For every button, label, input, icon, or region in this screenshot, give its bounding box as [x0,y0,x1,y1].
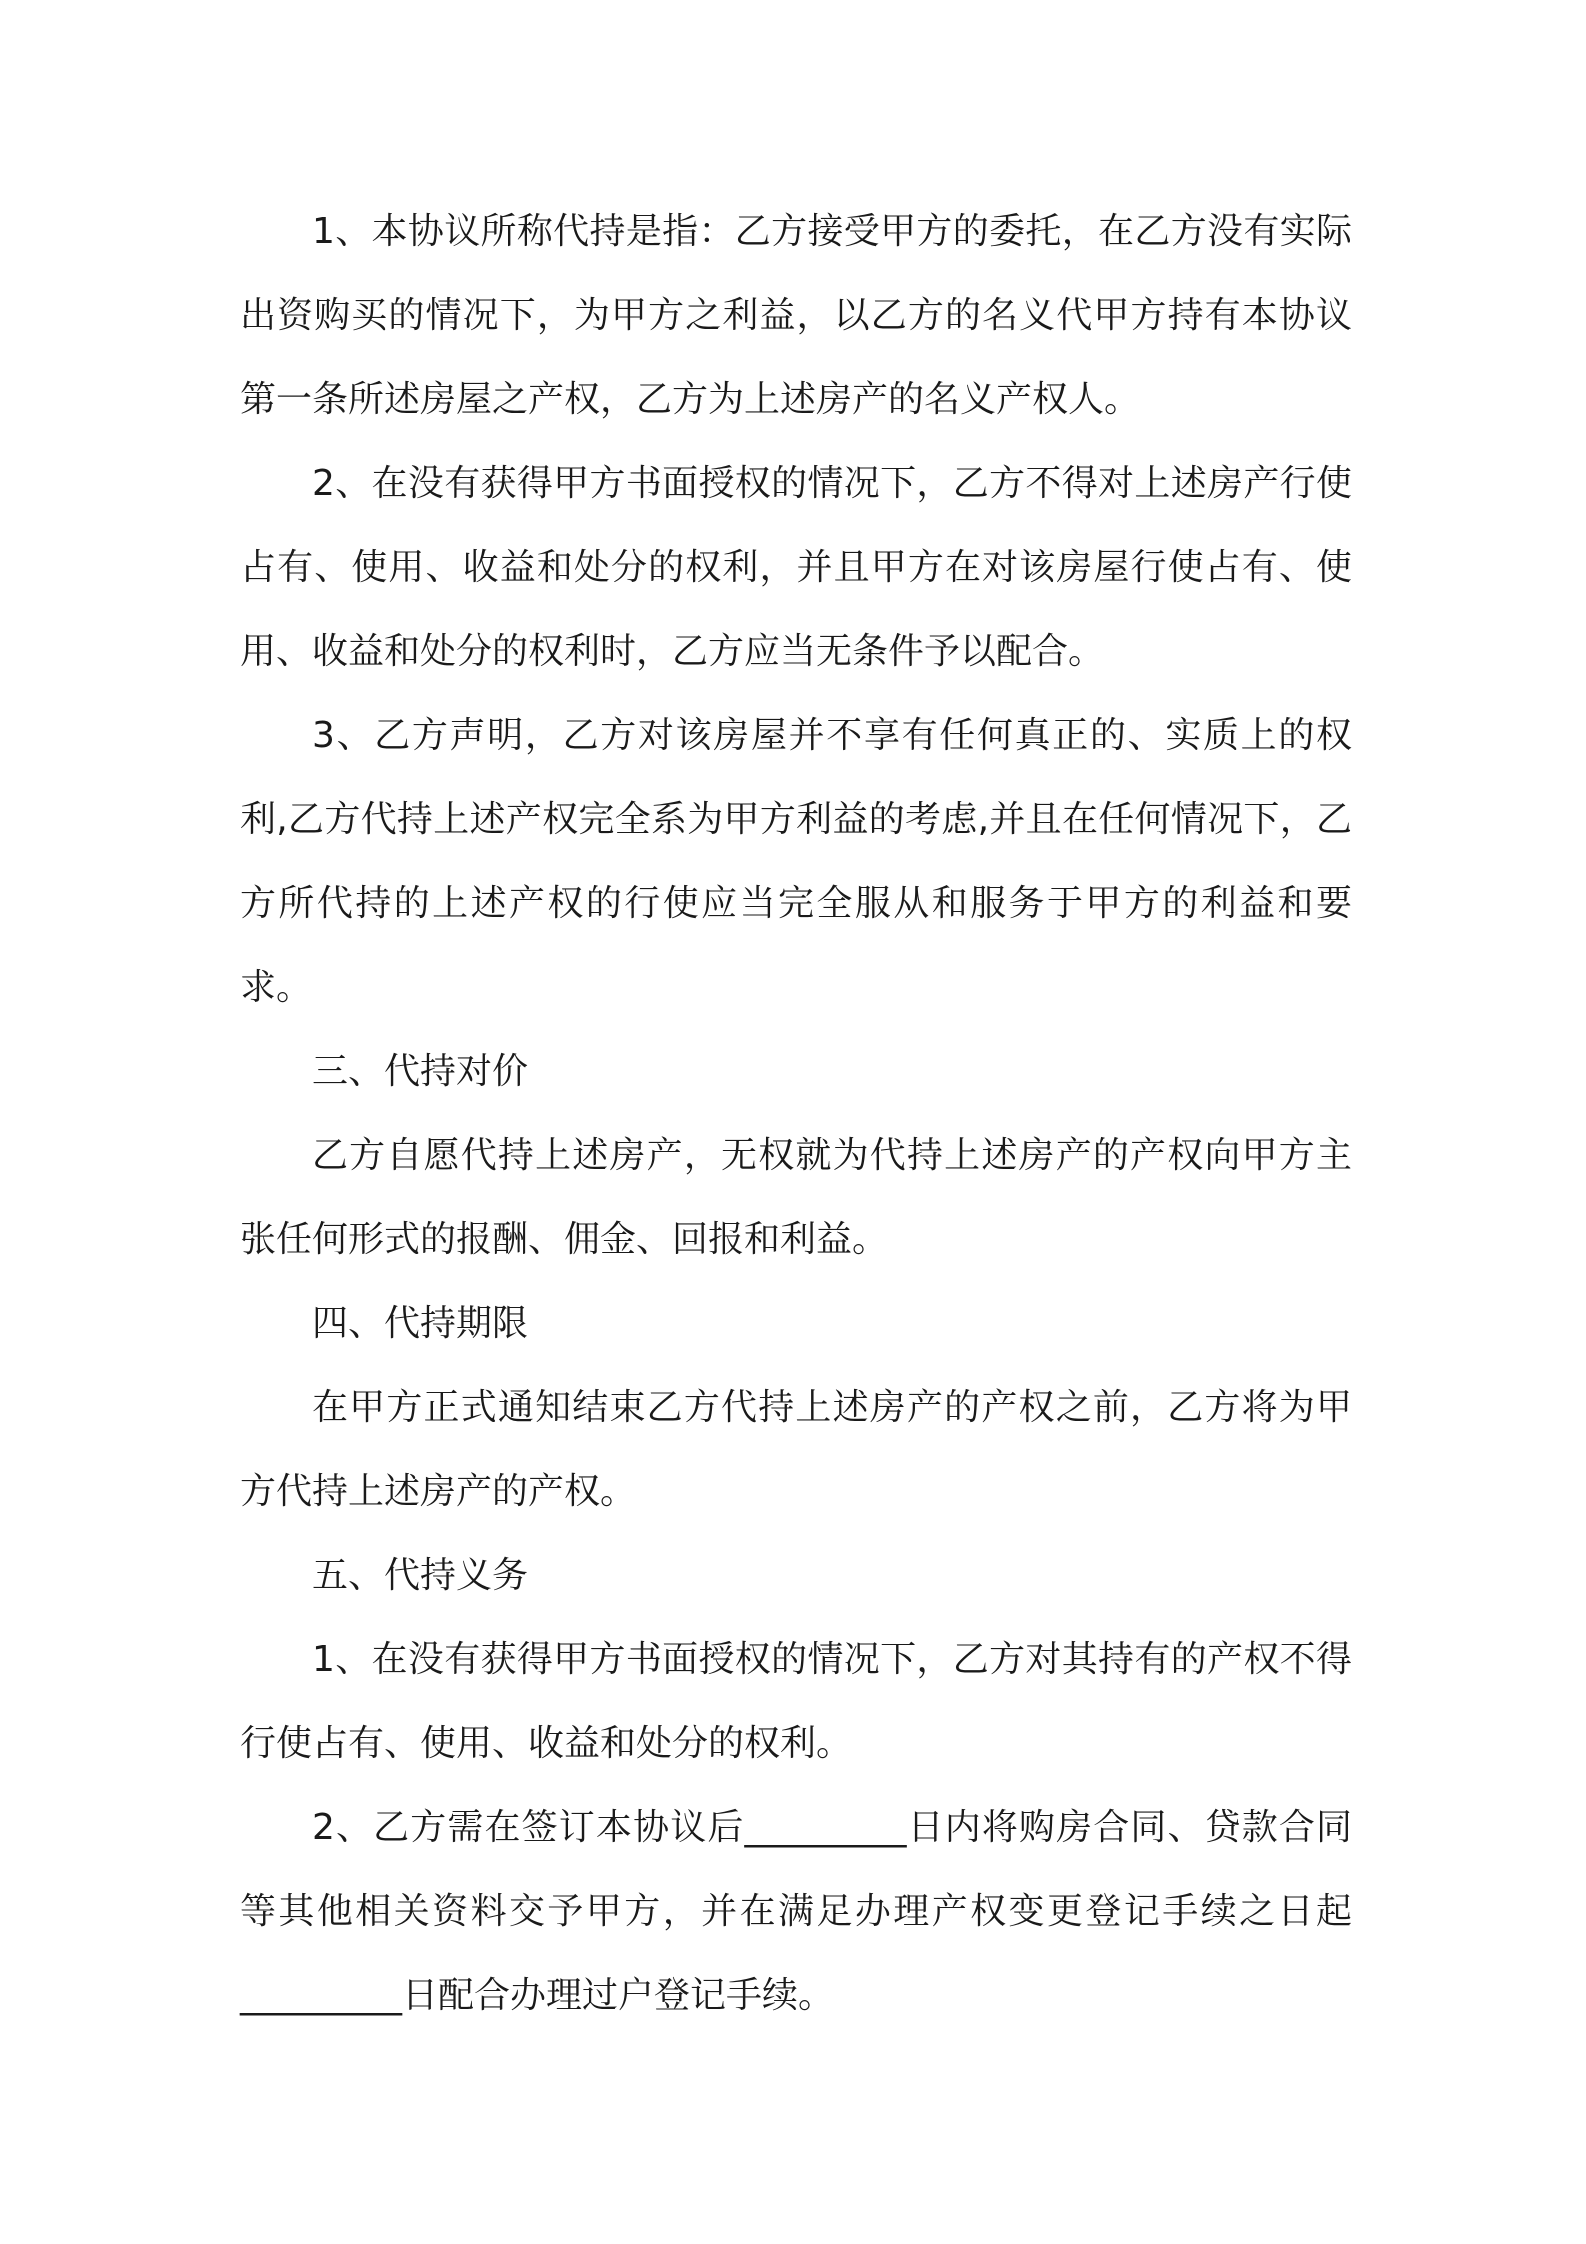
section-heading-obligations: 五、代持义务 [312,1555,529,1596]
section-heading-consideration: 三、代持对价 [312,1051,529,1092]
clause-2-2: 2、在没有获得甲方书面授权的情况下，乙方不得对上述房产行使占有、使用、收益和处分的权利，并且甲方在对该房屋行使占有、使用、收益和处分的权利时，乙方应当无条件予以配合。 [240,463,1352,672]
clause-2-1: 1、本协议所称代持是指：乙方接受甲方的委托，在乙方没有实际出资购买的情况下，为甲方之利益，以乙方的名义代甲方持有本协议第一条所述房屋之产权，乙方为上述房产的名义产权人。 [240,211,1352,420]
term-text: 在甲方正式通知结束乙方代持上述房产的产权之前，乙方将为甲方代持上述房产的产权。 [240,1387,1352,1512]
clause-2-3: 3、乙方声明，乙方对该房屋并不享有任何真正的、实质上的权利,乙方代持上述产权完全系为甲方利益的考虑,并且在任何情况下，乙方所代持的上述产权的行使应当完全服从和服务于甲方的利益和要求。 [240,715,1352,1008]
section-heading-term: 四、代持期限 [312,1303,529,1344]
obligation-1: 1、在没有获得甲方书面授权的情况下，乙方对其持有的产权不得行使占有、使用、收益和处分的权利。 [240,1639,1352,1764]
obligation-2: 2、乙方需在签订本协议后_________日内将购房合同、贷款合同等其他相关资料交予甲方，并在满足办理产权变更登记手续之日起_________日配合办理过户登记手续。 [240,1807,1352,2016]
consideration-text: 乙方自愿代持上述房产，无权就为代持上述房产的产权向甲方主张任何形式的报酬、佣金、回报和利益。 [240,1135,1352,1260]
document-body [240,190,1352,2038]
